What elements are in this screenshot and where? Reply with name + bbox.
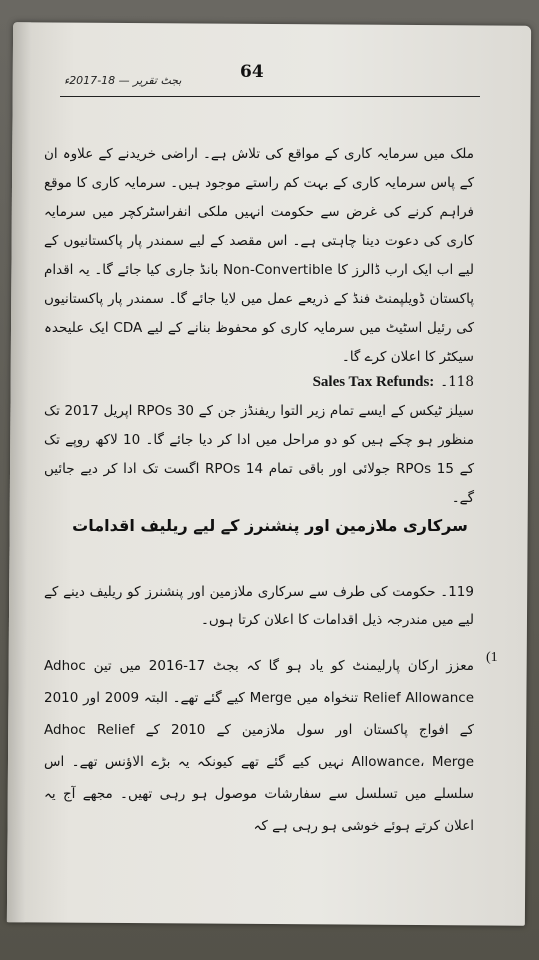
list-item-1: معزز ارکان پارلیمنٹ کو یاد ہو گا کہ بجٹ 17-2016 میں تین Adhoc Relief Allowance تنخواہ میں Merge کیے گئے تھے۔ البتہ 2009 اور 2010 کے افواج پاکستان اور سول ملازمین کے 2010 کے Adhoc Relief Allowance، Merge نہیں کیے گئے تھے کیونکہ یہ بڑے الاؤنس تھے۔ اس سلسلے میں تسلسل سے سفارشات موصول ہو رہی تھیں۔ مجھے آج یہ اعلان کرتے ہوئے خوشی ہو رہی ہے کہ [44,658,475,834]
list-item-marker-1: (1 [486,650,498,665]
section-118 [44,368,474,513]
section-118-title: Sales Tax Refunds: [312,374,435,390]
paragraph-investment: ملک میں سرمایہ کاری کے مواقع کی تلاش ہے۔ اراضی خریدنے کے علاوہ ان کے پاس سرمایہ کاری کے بہت کم راستے موجود ہیں۔ سرمایہ کاری کا موقع فراہم کرنے کی غرض سے حکومت انہیں ملکی انفراسٹرکچر میں سرمایہ کاری کی دعوت دینا چاہتی ہے۔ اس مقصد کے لیے سمندر پار پاکستانیوں کے لیے اب ایک ارب ڈالرز کا Non-Convertible بانڈ جاری کیا جائے گا۔ یہ اقدام پاکستان ڈویلپمنٹ فنڈ کے ذریعے عمل میں لایا جائے گا۔ سمندر پار پاکستانیوں کی رئیل اسٹیٹ میں سرمایہ کاری کو محفوظ بنانے کے لیے CDA ایک علیحدہ سیکٹر کا اعلان کرے گا۔ [44,146,474,365]
relief-measures-heading: سرکاری ملازمین اور پنشنرز کے لیے ریلیف اقدامات [72,516,468,535]
section-118-number: 118۔ [440,374,474,390]
running-head: بجٹ تقریر — 18-2017ء [64,74,182,87]
section-118-body: سیلز ٹیکس کے ایسے تمام زیر التوا ریفنڈز جن کے RPOs 30 اپریل 2017 تک منظور ہو چکے ہیں کو دو مراحل میں ادا کر دیا جائے گا۔ 10 لاکھ روپے تک کے RPOs 15 جولائی اور باقی تمام RPOs 14 اگست تک ادا کر دیے جائیں گے۔ [44,403,475,506]
page-number: 64 [240,62,264,82]
section-118-heading [44,368,474,397]
page-header [60,62,480,97]
paragraph-119: 119۔ حکومت کی طرف سے سرکاری ملازمین اور پنشنرز کو ریلیف دینے کے لیے میں مندرجہ ذیل اقدامات کا اعلان کرتا ہوں۔ [44,584,474,628]
